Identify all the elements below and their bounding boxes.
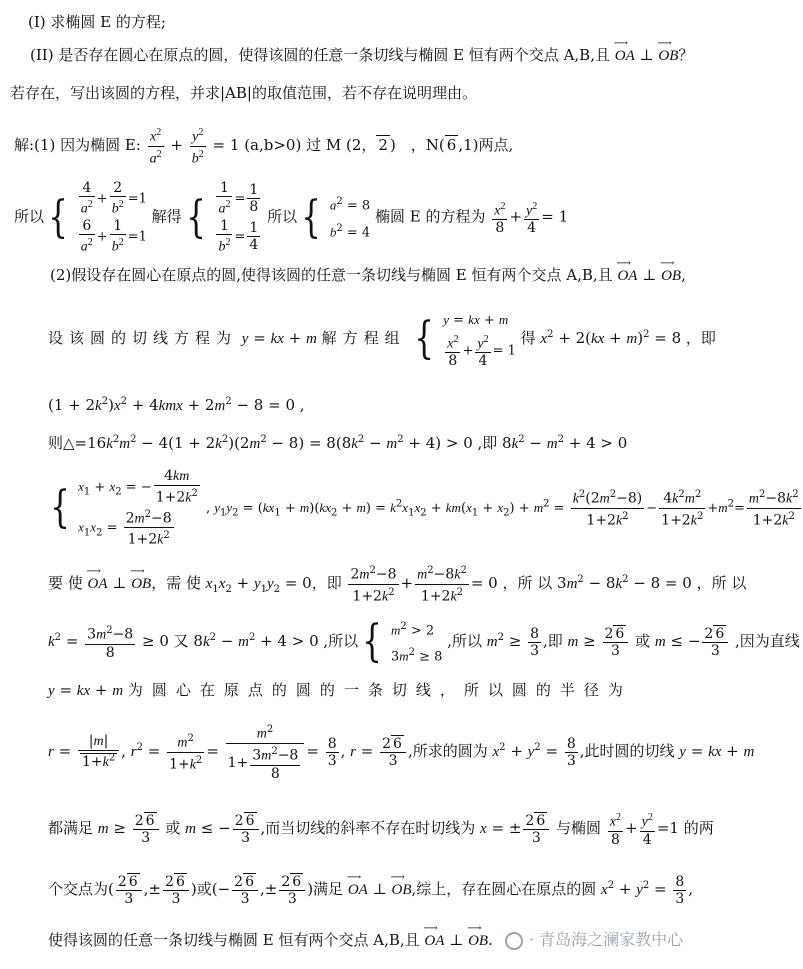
solution-line-1: 解:(1) 因为椭圆 E: $\frac{x^2}{a^2}$ + $\frac{y^2}{b^2}$ = 1 (a,b>0) 过 M (2， 2 ) ，N( 6 ,1)两点, xyxy=(14,127,514,167)
solution-line-13: 个交点为( $\frac{2 6}{3}$ ,± $\frac{2 6}{3}$ )或(− $\frac{2 6}{3}$ ,± $\frac{2 6}{3}$ )满足 ⟶ OA ⊥ ⟶ OB,综上，存在圆心在原点的圆 $x^2 + y^2$ = $\frac{8}{3}$ , xyxy=(48,866,693,910)
solution-line-10: y = kx + m 为圆心在原点的圆的一条切线，所以圆的半径为 xyxy=(48,681,632,699)
solution-line-12: 都满足 m ≥ $\frac{2 6}{3}$ 或 m ≤ − $\frac{2 6}{3}$ ,而当切线的斜率不存在时切线为 x = ± $\frac{2 6}{3}$ 与椭圆 $\frac{x^2}{8}$ + $\frac{y^2}{4}$ =1 的两 xyxy=(48,812,714,848)
solution-line-14: 使得该圆的任意一条切线与椭圆 E 恒有两个交点 A,B,且 ⟶ OA ⊥ ⟶ OB. xyxy=(48,930,493,951)
question-part-2b: 若存在，写出该圆的方程，并求|AB|的取值范围，若不存在说明理由。 xyxy=(10,84,477,102)
question-part-2: (II) 是否存在圆心在原点的圆，使得该圆的任意一条切线与椭圆 E 恒有两个交点 A,B,且 ⟶ OA ⊥ ⟶ OB？ xyxy=(30,45,693,66)
solution-line-8: 要 使 ⟶ OA ⊥ ⟶ OB，需 使 $x_1x_2 + y_1y_2 = 0$，即 $\frac{2m^2-8}{1+2k^2}$ + $\frac{m^2-8k^2}{1+2k^2}$ = 0 ，所 以 $3m^2 - 8k^2 - 8 = 0$ ，所 以 xyxy=(48,560,746,610)
solution-line-6: 则$\triangle=16k^2m^2 - 4(1 + 2k^2)(2m^2 - 8) = 8(8k^2 - m^2 + 4) > 0$ ,即 $8k^2 - m^2 + 4 > 0$ xyxy=(48,434,628,452)
watermark: · 青岛海之澜家教中心 xyxy=(505,930,683,950)
solution-line-4: 设该圆的切线方程为 y = kx + m 解方程组 { y = kx + m $\frac{x^2}{8}$ + $\frac{y^2}{4}$ = 1 得 $x^2 + 2(kx + m)^2 = 8$ ，即 xyxy=(48,311,716,370)
question-part-1: (I) 求椭圆 E 的方程; xyxy=(28,13,166,31)
wechat-icon xyxy=(505,932,523,950)
solution-line-9: $k^2$ = $\frac{3m^2-8}{8}$ ≥ 0 又 $8k^2 - m^2 + 4 > 0$ ,所以{ $m^2 > 2$ $3m^2 \ge 8$ ,所以 $m^2$ ≥ $\frac{8}{3}$ ,即 m ≥ $\frac{2 6}{3}$ 或 m ≤ − $\frac{2 6}{3}$ ,因为直线 xyxy=(48,616,800,667)
solution-line-3: (2)假设存在圆心在原点的圆,使得该圆的任意一条切线与椭圆 E 恒有两个交点 A,B,且 ⟶ OA ⊥ ⟶ OB, xyxy=(50,265,686,286)
solution-line-11: r = $\frac{|m|}{1+k^2}$ , $r^2$ = $\frac{m^2}{1+k^2}$ = $m^2$ 1+ $\frac{3m^2-8}{8}$ = $\frac{8}{3}$ , r = $\frac{2 6}{3}$ ,所求的圆为 $x^2 + y^2$ = $\frac{8}{3}$ ,此时圆的切线 y = kx + m xyxy=(48,724,755,782)
solution-line-7: { $x_1 + x_2$ = − $\frac{4km}{1+2k^2}$ $x_1x_2$ = $\frac{2m^2-8}{1+2k^2}$ , $y_1y_2 = (kx_1 + m)(kx_2 + m) = k^2x_1x_2 + km(x_1 + x_2) + m^2$ = $\frac{k^2(2m^2-8)}{1+2k^2}$ − $\frac{4k^2m^2}{1+2k^2}$ $+m^2=$ $\frac{m^2-8k^2}{1+2k^2}$ xyxy=(50,468,799,548)
solution-line-5: $(1 + 2k^2)x^2 + 4kmx + 2m^2 - 8 = 0$ , xyxy=(48,396,305,414)
solution-line-2: 所以{ $\frac{4}{a^2}$ + $\frac{2}{b^2}$ =1 $\frac{6}{a^2}$ + $\frac{1}{b^2}$ =1 解得{ $\frac{1}{a^2}$ = $\frac{1}{8}$ $\frac{1}{b^2}$ = $\frac{1}{4}$ 所以{ $a^2 = 8$ $b^2 = 4$ 椭圆 E 的方程为 $\frac{x^2}{8}$ + $\frac{y^2}{4}$ = 1 xyxy=(14,180,569,255)
